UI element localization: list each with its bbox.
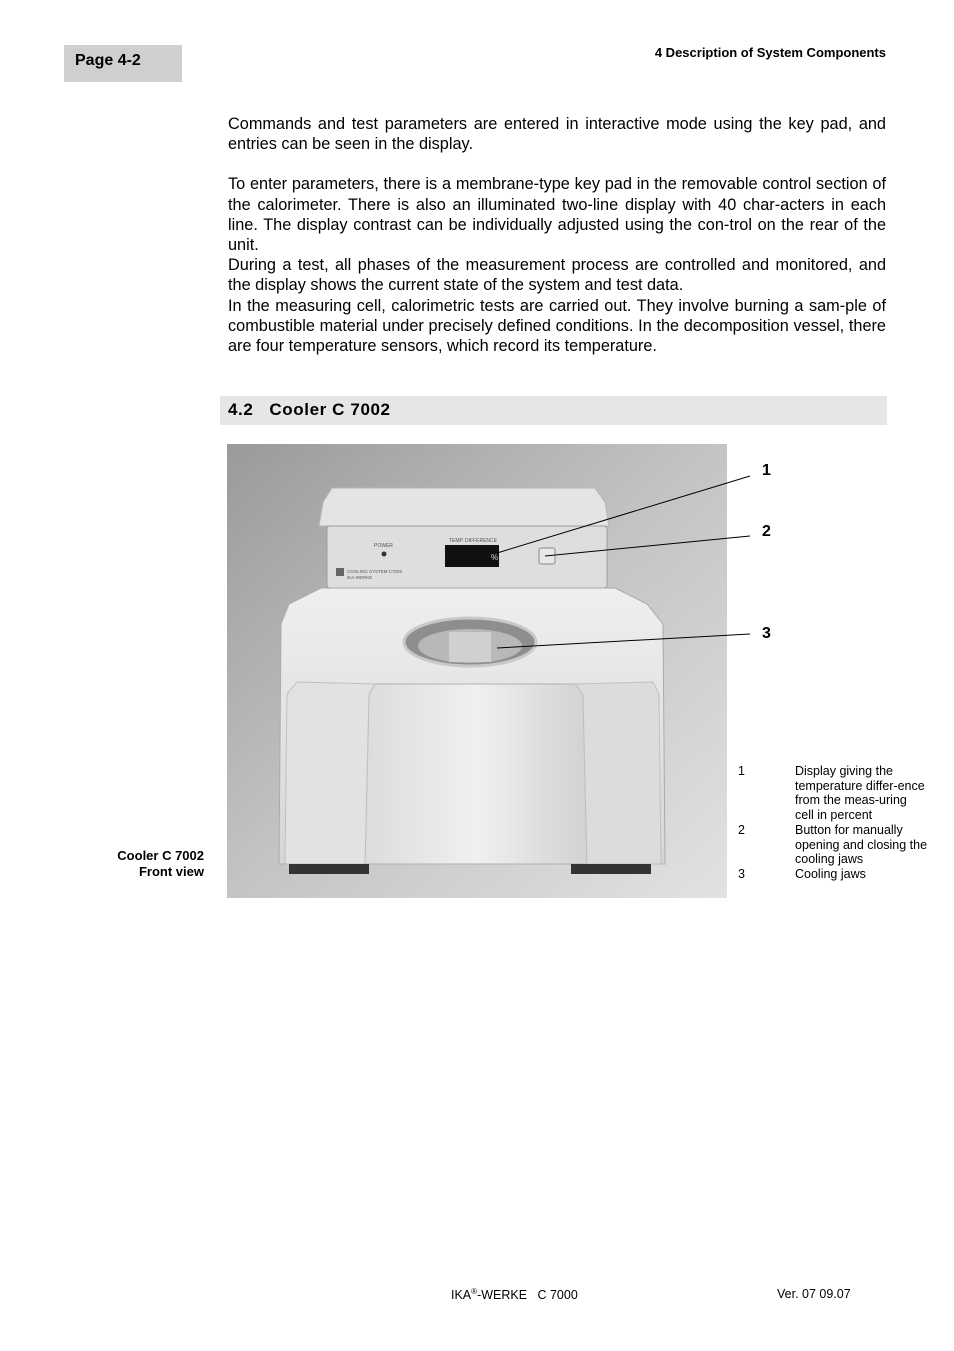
paragraph-3: During a test, all phases of the measurement process are controlled and monitored, and the display shows the current state of the system and test data. xyxy=(228,256,886,295)
legend-text: Cooling jaws xyxy=(795,866,866,881)
power-label: POWER xyxy=(374,543,393,549)
footer-version: Ver. 07 09.07 xyxy=(777,1287,851,1301)
footer-brand xyxy=(451,1287,578,1302)
paragraph-2: To enter parameters, there is a membrane-type key pad in the removable control section of the calorimeter. There is also an illuminated two-line display with 40 char-acters in each line. The display contrast can be individually adjusted using the con-trol on the rear of the unit. xyxy=(228,175,886,255)
chapter-title: 4 Description of System Components xyxy=(654,45,886,60)
section-number: 4.2 xyxy=(228,400,254,419)
legend-item xyxy=(738,823,928,867)
legend-number: 2 xyxy=(738,822,745,837)
section-heading xyxy=(220,396,887,425)
legend-item xyxy=(738,867,928,882)
jaw-button xyxy=(539,548,555,564)
figure-caption xyxy=(117,848,204,880)
display-label: TEMP. DIFFERENCE xyxy=(449,538,497,544)
legend-number: 1 xyxy=(738,764,745,778)
brand-prefix: IKA xyxy=(451,1288,472,1303)
display-value: % xyxy=(491,553,499,562)
paragraph-4: In the measuring cell, calorimetric tests are carried out. They involve burning a sam-ple of combustible material under precisely defined conditions. In the decomposition vessel, there are four temperature sensors, which record its temperature. xyxy=(228,296,886,356)
callout-3: 3 xyxy=(762,625,771,642)
panel-sublabel: IKA-WERKE xyxy=(347,575,373,580)
figure-legend xyxy=(738,764,928,882)
section-title: Cooler C 7002 xyxy=(269,400,391,419)
caption-title: Cooler C 7002 xyxy=(117,848,204,863)
cooler-photo xyxy=(227,444,727,898)
legend-number: 3 xyxy=(738,866,745,881)
body-text xyxy=(228,114,886,356)
registered-mark: ® xyxy=(471,1287,478,1296)
paragraph-1: Commands and test parameters are entered in interactive mode using the key pad, and entries can be seen in the display. xyxy=(228,115,886,154)
caption-subtitle: Front view xyxy=(138,864,204,879)
callout-2: 2 xyxy=(762,523,771,540)
brand-suffix: -WERKE C 7000 xyxy=(477,1288,578,1303)
page-number-tab xyxy=(64,45,182,82)
panel-label: COOLING SYSTEM C7002 xyxy=(347,569,403,574)
legend-text: Button for manually opening and closing the cooling jaws xyxy=(795,822,928,867)
callout-1: 1 xyxy=(762,462,771,479)
page-label: Page 4-2 xyxy=(75,52,141,69)
legend-text: Display giving the temperature differ-ence from the meas-uring cell in percent xyxy=(795,764,925,823)
legend-item xyxy=(738,764,928,823)
